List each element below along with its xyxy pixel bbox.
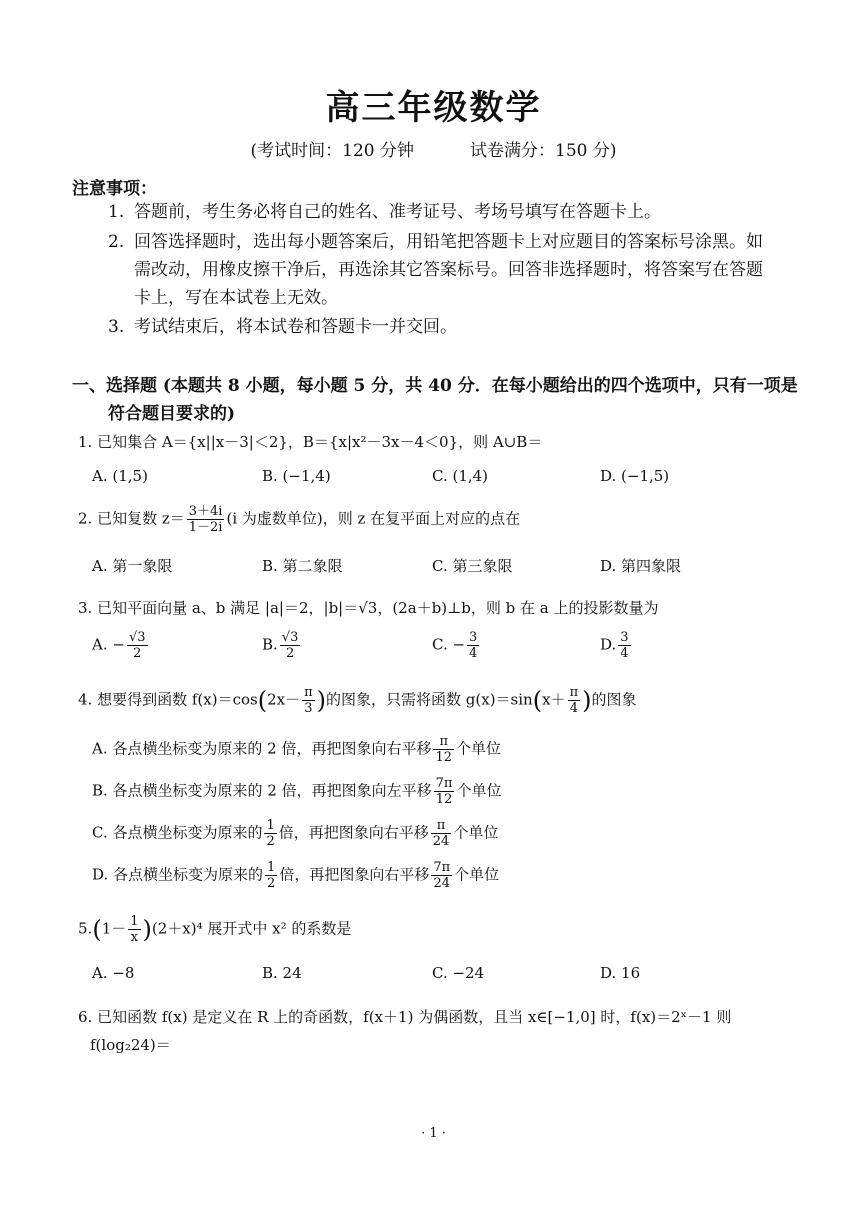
q2-option-c: C. 第三象限 — [432, 557, 513, 575]
q5-option-b: B. 24 — [262, 964, 302, 982]
q1-option-a: A. (1,5) — [92, 467, 148, 485]
q3-option-c: C. − $\frac{3}{4}$ — [432, 630, 478, 661]
question-1-stem: 1. 已知集合 A＝{x||x－3|＜2}，B＝{x|x²－3x－4＜0}，则 A∪B＝ — [78, 433, 543, 451]
q5-option-a: A. −8 — [92, 964, 135, 982]
q1-option-d: D. (−1,5) — [600, 467, 670, 485]
exam-score: 试卷满分：150 分) — [470, 141, 617, 161]
notice-heading: 注意事项： — [72, 179, 157, 199]
q2-fraction: $\frac{3+4i}{1-2i}$ — [188, 504, 223, 535]
notice-item-3: 3. 考试结束后，将本试卷和答题卡一并交回。 — [108, 317, 457, 337]
q2-option-b: B. 第二象限 — [262, 557, 343, 575]
section-heading: 一、选择题 (本题共 8 小题，每小题 5 分，共 40 分．在每小题给出的四个选项中，只有一项是 符合题目要求的) — [72, 376, 798, 424]
q4-option-b: B. 各点横坐标变为原来的 2 倍，再把图象向左平移 $\frac{7\pi}{12}$ 个单位 — [92, 776, 502, 807]
q2-option-a: A. 第一象限 — [92, 557, 173, 575]
question-3-stem: 3. 已知平面向量 a、b 满足 |a|＝2，|b|＝√3，(2a＋b)⊥b，则 b 在 a 上的投影数量为 — [78, 599, 659, 617]
q5-option-c: C. −24 — [432, 964, 485, 982]
q3-option-b: B. $\frac{√3}{2}$ — [262, 630, 299, 661]
page-title: 高三年级数学 — [325, 88, 542, 128]
exam-time: (考试时间：120 分钟 — [250, 141, 414, 161]
q4-option-a: A. 各点横坐标变为原来的 2 倍，再把图象向右平移 $\frac{\pi}{12}$ 个单位 — [92, 734, 502, 765]
q2-option-d: D. 第四象限 — [600, 557, 682, 575]
notice-item-1: 1. 答题前，考生务必将自己的姓名、准考证号、考场号填写在答题卡上。 — [108, 202, 661, 222]
page-number: · 1 · — [421, 1126, 446, 1141]
exam-info — [0, 136, 867, 161]
notice-item-2: 2. 回答选择题时，选出每小题答案后，用铅笔把答题卡上对应题目的答案标号涂黑。如 需改动，用橡皮擦干净后，再选涂其它答案标号。回答非选择题时，将答案写在答题 卡上，写在本试卷上无效。 — [108, 232, 763, 308]
q1-option-c: C. (1,4) — [432, 467, 489, 485]
q4-option-c: C. 各点横坐标变为原来的 $\frac{1}{2}$ 倍，再把图象向右平移 $\frac{\pi}{24}$ 个单位 — [92, 818, 499, 849]
q4-option-d: D. 各点横坐标变为原来的 $\frac{1}{2}$ 倍，再把图象向右平移 $\frac{7\pi}{24}$ 个单位 — [92, 860, 500, 891]
question-6-stem: 6. 已知函数 f(x) 是定义在 R 上的奇函数，f(x＋1) 为偶函数，且当 x∈[−1,0] 时，f(x)＝2ˣ－1 则 f(log₂24)＝ — [78, 1008, 732, 1054]
q3-option-d: D. $\frac{3}{4}$ — [600, 630, 629, 661]
q5-option-d: D. 16 — [600, 964, 641, 982]
q1-option-b: B. (−1,4) — [262, 467, 331, 485]
question-5-stem: 5.(1－ $\frac{1}{x}$ )(2＋x)⁴ 展开式中 x² 的系数是 — [78, 914, 352, 945]
question-4-stem: 4. 想要得到函数 f(x)＝cos(2x－ $\frac{\pi}{3}$ )的图象，只需将函数 g(x)＝sin(x＋ $\frac{\pi}{4}$ )的图象 — [78, 685, 637, 716]
question-2-stem: 2. 已知复数 z＝ $\frac{3+4i}{1-2i}$ (i 为虚数单位)，则 z 在复平面上对应的点在 — [78, 504, 521, 535]
q3-option-a: A. − $\frac{√3}{2}$ — [92, 630, 146, 661]
